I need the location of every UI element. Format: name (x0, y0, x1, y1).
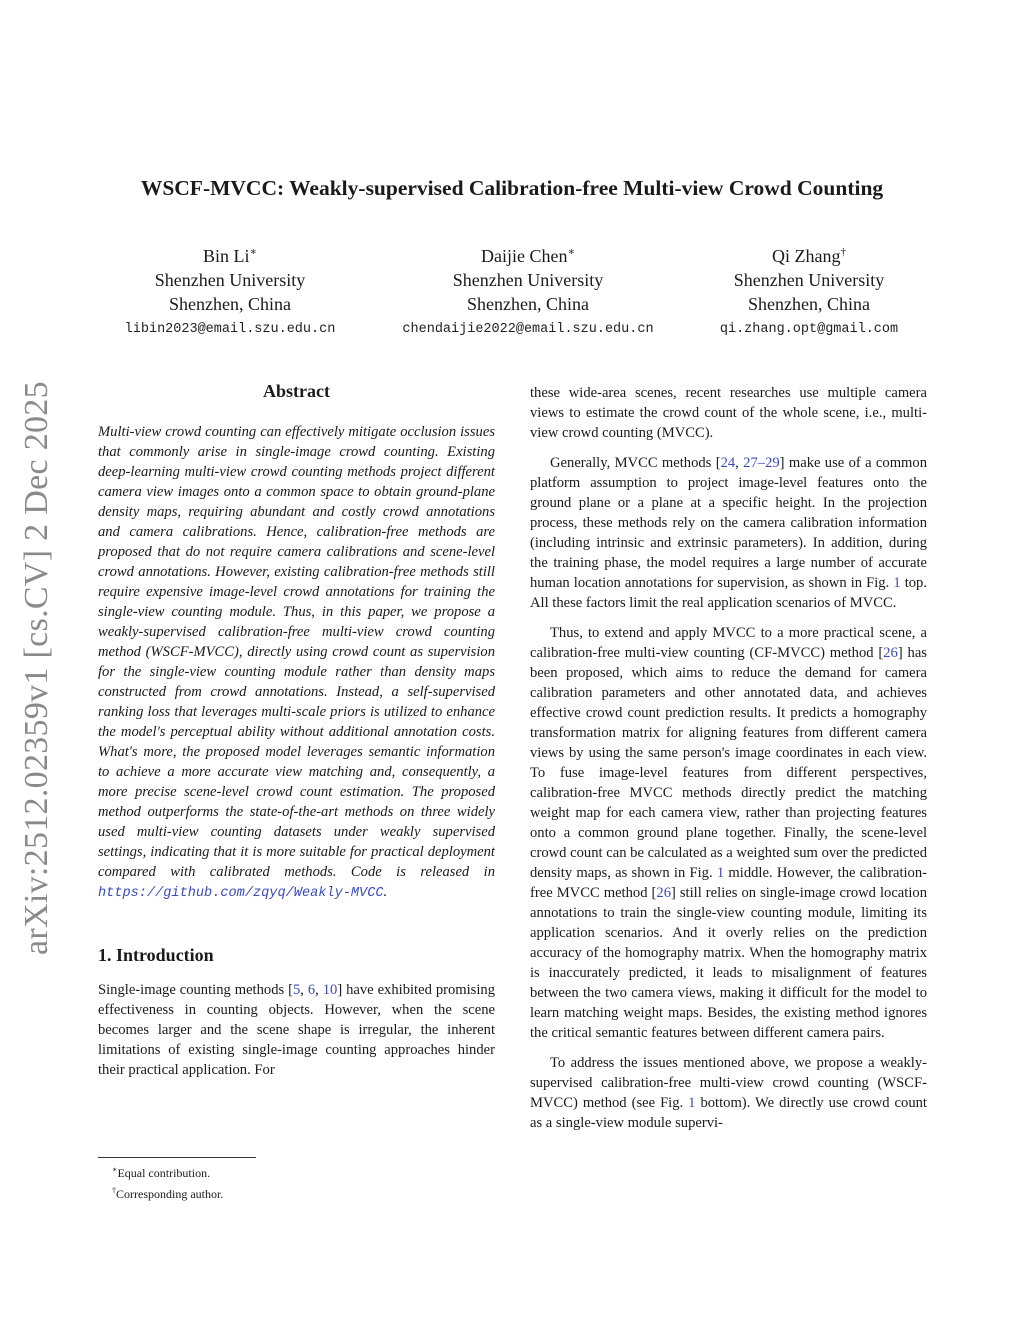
citation-link[interactable]: 10 (322, 982, 338, 998)
code-link[interactable]: https://github.com/zqyq/Weakly-MVCC (98, 886, 384, 901)
author-mark: ∗ (249, 246, 257, 258)
text-run: bottom). We directly use crowd count as a single-view module supervi- (530, 1095, 927, 1131)
right-column (530, 383, 927, 1133)
figure-link[interactable]: 1 (893, 575, 901, 591)
text-run: Thus, to extend and apply MVCC to a more practical scene, a calibration-free multi-view counting (CF-MVCC) method [ (530, 625, 927, 661)
text-run: To address the issues mentioned above, we propose a weakly-supervised calibration-free multi-view crowd counting (WSCF-MVCC) method (see Fig. (530, 1055, 927, 1111)
citation-link[interactable]: 24 (720, 455, 736, 471)
author-location: Shenzhen, China (467, 294, 589, 314)
citation-link[interactable]: 26 (656, 885, 671, 901)
text-run: ] have exhibited promising effectiveness in counting objects. However, when the scene becomes larger and the scene shape is irregular, the inherent limitations of existing single-image counting approaches hinder their practical application. For (98, 982, 496, 1078)
footnote-equal-contribution (98, 1161, 498, 1182)
paragraph-cf-mvcc (530, 623, 927, 1043)
paragraph-proposal (530, 1053, 927, 1133)
author-block-1 (92, 240, 368, 340)
footnote-text: Equal contribution. (117, 1166, 211, 1180)
paper-title: WSCF-MVCC: Weakly-supervised Calibration-free Multi-view Crowd Counting (140, 176, 884, 200)
footnote-divider (98, 1157, 256, 1158)
text-run: ] make use of a common platform assumption to project image-level features onto the ground plane or a plane at a specific height. In the projection process, these methods rely on the camera calibration information (including intrinsic and extrinsic parameters). In addition, during the training phase, the model requires a large number of accurate human location annotations for supervision, as shown in Fig. (530, 455, 928, 591)
abstract-end: . (383, 884, 388, 900)
text-run: top. All these factors limit the real application scenarios of MVCC. (530, 575, 927, 611)
text-run: Generally, MVCC methods [ (550, 455, 721, 471)
author-name: Daijie Chen (481, 246, 568, 266)
footnote-mark: ∗ (112, 1165, 118, 1174)
author-mark: ∗ (567, 246, 575, 258)
intro-paragraph: Single-image counting methods [5, 6, 10] have exhibited promising effectiveness in counting objects. However, when the scene becomes larger and the scene shape is irregular, the inherent limitations of existing single-image counting approaches hinder their practical application. For (98, 982, 496, 1078)
figure-link[interactable]: 1 (716, 865, 725, 881)
citation-link[interactable]: 6 (307, 982, 316, 998)
footnotes (98, 1161, 498, 1203)
text-run: middle. However, the calibration-free MVCC method [ (530, 865, 928, 901)
introduction-heading: 1. Introduction (98, 945, 214, 965)
author-email[interactable]: qi.zhang.opt@gmail.com (719, 322, 899, 337)
paragraph-mvcc-methods: Generally, MVCC methods [24, 27–29] make use of a common platform assumption to project image-level features onto the ground plane or a plane at a specific height. In the projection process, these methods rely on the camera calibration information (including intrinsic and extrinsic parameters). In addition, during the training phase, the model requires a large number of accurate human location annotations for supervision, as shown in Fig. 1 top. All these factors limit the real application scenarios of MVCC. (530, 455, 928, 611)
author-mark: † (840, 246, 846, 258)
abstract-heading: Abstract (263, 381, 330, 401)
author-affiliation: Shenzhen University (452, 270, 604, 290)
figure-link[interactable]: 1 (688, 1095, 696, 1111)
abstract-body-text: Multi-view crowd counting can effectively mitigate occlusion issues that commonly arise in single-image crowd counting. Existing deep-learning multi-view crowd counting methods project different camera view images onto a common space to obtain ground-plane density maps, requiring abundant and costly crowd annotations and camera calibrations. Hence, calibration-free methods are proposed that do not require camera calibrations and scene-level crowd annotations. However, existing calibration-free methods still require expensive image-level crowd annotations for training the single-view counting module. Thus, in this paper, we propose a weakly-supervised calibration-free multi-view crowd counting method (WSCF-MVCC), directly using crowd count as supervision for the single-view counting module rather than density maps constructed from crowd annotations. Instead, a self-supervised ranking loss that leverages multi-scale priors is utilized to enhance the model's perceptual ability without additional annotation costs. What's more, the proposed model leverages semantic information to achieve a more accurate view matching and, consequently, a more precise scene-level crowd count estimation. The proposed method outperforms the state-of-the-art methods on three widely used multi-view counting datasets under weakly supervised settings, indicating that it is more suitable for practical deployment compared with calibrated methods. Code is released in (98, 424, 495, 880)
footnote-text: Corresponding author. (116, 1187, 224, 1201)
arxiv-identifier: arXiv:2512.02359v1 [cs.CV] 2 Dec 2025 (18, 381, 55, 955)
footnote-mark: † (112, 1186, 116, 1195)
abstract-text (98, 422, 495, 904)
citation-link[interactable]: 26 (883, 645, 898, 661)
author-email[interactable]: libin2023@email.szu.edu.cn (124, 322, 336, 337)
author-affiliation: Shenzhen University (154, 270, 306, 290)
author-email[interactable]: chendaijie2022@email.szu.edu.cn (402, 322, 654, 337)
text-run: Single-image counting methods [ (98, 982, 293, 998)
author-location: Shenzhen, China (748, 294, 870, 314)
author-block-3 (694, 240, 924, 340)
footnote-corresponding-author (98, 1182, 498, 1203)
author-name: Qi Zhang (772, 246, 841, 266)
author-location: Shenzhen, China (169, 294, 291, 314)
citation-link[interactable]: 27–29 (743, 455, 780, 471)
author-name: Bin Li (203, 246, 250, 266)
left-column (98, 378, 495, 1080)
citation-link[interactable]: 5 (292, 982, 301, 998)
paragraph-continued: these wide-area scenes, recent researches use multiple camera views to estimate the crowd count of the whole scene, i.e., multi-view crowd counting (MVCC). (530, 385, 927, 441)
text-run: ] has been proposed, which aims to reduce the demand for camera calibration parameters and other annotated data, and achieves effective crowd count prediction results. It predicts a homography transformation matrix for aligning features from different camera views by using the same person's image coordinates in each view. To fuse image-level features from different perspectives, calibration-free MVCC methods directly predict the matching weight map for each camera view, rather than projecting features onto a common ground plane together. Finally, the scene-level crowd count can be calculated as a weighted sum over the predicted density maps, as shown in Fig. (530, 645, 927, 881)
text-run: ] still relies on single-image crowd location annotations to train the single-view counting module, limiting its application scenarios. And it overly relies on the prediction accuracy of the homography matrix. When the homography matrix is inaccurately predicted, it leads to misalignment of features between the two camera views, making it difficult for the model to learn matching weight maps. Besides, the existing method ignores the critical semantic features between different camera pairs. (530, 885, 927, 1041)
author-affiliation: Shenzhen University (733, 270, 885, 290)
author-block-2 (380, 240, 676, 340)
